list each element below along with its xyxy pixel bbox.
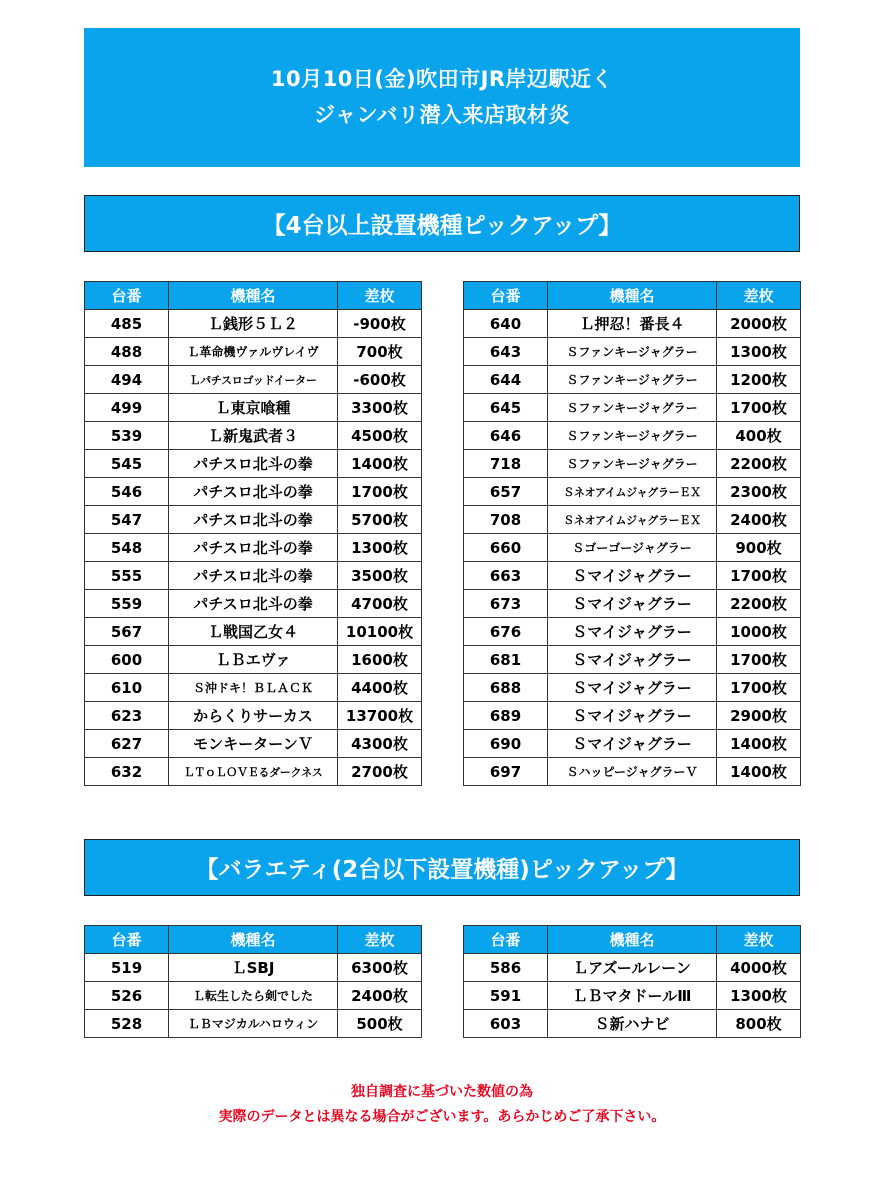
machine-number-cell: 545 bbox=[85, 450, 169, 478]
machine-number-cell: 488 bbox=[85, 338, 169, 366]
machine-name-cell: Ｓマイジャグラー bbox=[548, 646, 717, 674]
coin-difference-cell: 2000枚 bbox=[717, 310, 801, 338]
machine-name-cell: Ｓマイジャグラー bbox=[548, 618, 717, 646]
table-variety-left bbox=[84, 925, 422, 1038]
machine-number-cell: 657 bbox=[464, 478, 548, 506]
coin-difference-cell: 1300枚 bbox=[338, 534, 422, 562]
machine-name-cell: Ｓ新ハナビ bbox=[548, 1010, 717, 1038]
machine-name-cell: Ｌ銭形５Ｌ２ bbox=[169, 310, 338, 338]
table-row bbox=[464, 954, 801, 982]
machine-number-cell: 555 bbox=[85, 562, 169, 590]
table-row bbox=[464, 394, 801, 422]
title-line-2: ジャンバリ潜入来店取材炎 bbox=[313, 102, 571, 127]
machine-number-cell: 718 bbox=[464, 450, 548, 478]
coin-difference-cell: 3300枚 bbox=[338, 394, 422, 422]
coin-difference-cell: 13700枚 bbox=[338, 702, 422, 730]
coin-difference-cell: 2200枚 bbox=[717, 450, 801, 478]
coin-difference-cell: 2200枚 bbox=[717, 590, 801, 618]
machine-number-cell: 591 bbox=[464, 982, 548, 1010]
machine-number-cell: 673 bbox=[464, 590, 548, 618]
coin-difference-cell: 2700枚 bbox=[338, 758, 422, 786]
coin-difference-cell: 2300枚 bbox=[717, 478, 801, 506]
machine-name-cell: Ｌ押忍！番長４ bbox=[548, 310, 717, 338]
machine-number-cell: 697 bbox=[464, 758, 548, 786]
machine-name-cell: ＳネオアイムジャグラーＥＸ bbox=[548, 506, 717, 534]
table-row bbox=[85, 730, 422, 758]
machine-name-cell: パチスロ北斗の拳 bbox=[169, 506, 338, 534]
table-row bbox=[464, 674, 801, 702]
table-row bbox=[85, 702, 422, 730]
table-row bbox=[464, 338, 801, 366]
header-machine-number: 台番 bbox=[464, 926, 548, 954]
header-machine-number: 台番 bbox=[85, 282, 169, 310]
machine-number-cell: 688 bbox=[464, 674, 548, 702]
table-row bbox=[464, 534, 801, 562]
machine-name-cell: Ｓファンキージャグラー bbox=[548, 338, 717, 366]
machine-name-cell: Ｓファンキージャグラー bbox=[548, 450, 717, 478]
machine-number-cell: 539 bbox=[85, 422, 169, 450]
machine-number-cell: 547 bbox=[85, 506, 169, 534]
machine-name-cell: Ｌ転生したら剣でした bbox=[169, 982, 338, 1010]
machine-name-cell: Ｓファンキージャグラー bbox=[548, 394, 717, 422]
machine-name-cell: Ｓファンキージャグラー bbox=[548, 422, 717, 450]
coin-difference-cell: 1400枚 bbox=[338, 450, 422, 478]
coin-difference-cell: 800枚 bbox=[717, 1010, 801, 1038]
table-row bbox=[464, 618, 801, 646]
table-row bbox=[85, 394, 422, 422]
table-row bbox=[85, 562, 422, 590]
table-row bbox=[85, 618, 422, 646]
machine-number-cell: 600 bbox=[85, 646, 169, 674]
machine-name-cell: Ｓ沖ドキ！ＢＬＡＣＫ bbox=[169, 674, 338, 702]
table-row bbox=[464, 450, 801, 478]
table-row bbox=[85, 758, 422, 786]
machine-number-cell: 610 bbox=[85, 674, 169, 702]
table-row bbox=[85, 478, 422, 506]
machine-number-cell: 559 bbox=[85, 590, 169, 618]
header-machine-number: 台番 bbox=[464, 282, 548, 310]
machine-name-cell: パチスロ北斗の拳 bbox=[169, 450, 338, 478]
machine-number-cell: 646 bbox=[464, 422, 548, 450]
coin-difference-cell: 900枚 bbox=[717, 534, 801, 562]
table-row bbox=[464, 982, 801, 1010]
machine-number-cell: 681 bbox=[464, 646, 548, 674]
header-coin-difference: 差枚 bbox=[338, 282, 422, 310]
header-coin-difference: 差枚 bbox=[338, 926, 422, 954]
coin-difference-cell: 1700枚 bbox=[717, 674, 801, 702]
table-row bbox=[464, 758, 801, 786]
coin-difference-cell: 500枚 bbox=[338, 1010, 422, 1038]
coin-difference-cell: 2900枚 bbox=[717, 702, 801, 730]
machine-name-cell: Ｌ戦国乙女４ bbox=[169, 618, 338, 646]
machine-name-cell: Ｌパチスロゴッドイーター bbox=[169, 366, 338, 394]
machine-number-cell: 485 bbox=[85, 310, 169, 338]
header-coin-difference: 差枚 bbox=[717, 282, 801, 310]
table-row bbox=[464, 702, 801, 730]
machine-number-cell: 623 bbox=[85, 702, 169, 730]
machine-name-cell: モンキーターンＶ bbox=[169, 730, 338, 758]
machine-number-cell: 528 bbox=[85, 1010, 169, 1038]
machine-number-cell: 546 bbox=[85, 478, 169, 506]
table-row bbox=[85, 646, 422, 674]
coin-difference-cell: 1700枚 bbox=[717, 562, 801, 590]
machine-number-cell: 632 bbox=[85, 758, 169, 786]
table-row bbox=[85, 450, 422, 478]
machine-name-cell: パチスロ北斗の拳 bbox=[169, 562, 338, 590]
machine-number-cell: 640 bbox=[464, 310, 548, 338]
coin-difference-cell: 1600枚 bbox=[338, 646, 422, 674]
machine-number-cell: 660 bbox=[464, 534, 548, 562]
section-header-4plus bbox=[84, 195, 800, 252]
machine-name-cell: Ｌ東京喰種 bbox=[169, 394, 338, 422]
table-row bbox=[85, 338, 422, 366]
machine-name-cell: パチスロ北斗の拳 bbox=[169, 534, 338, 562]
coin-difference-cell: 5700枚 bbox=[338, 506, 422, 534]
coin-difference-cell: -600枚 bbox=[338, 366, 422, 394]
table-row bbox=[85, 954, 422, 982]
coin-difference-cell: 2400枚 bbox=[338, 982, 422, 1010]
machine-name-cell: からくりサーカス bbox=[169, 702, 338, 730]
coin-difference-cell: 4700枚 bbox=[338, 590, 422, 618]
coin-difference-cell: 400枚 bbox=[717, 422, 801, 450]
coin-difference-cell: 1300枚 bbox=[717, 982, 801, 1010]
header-machine-name: 機種名 bbox=[169, 282, 338, 310]
table-row bbox=[85, 422, 422, 450]
machine-number-cell: 627 bbox=[85, 730, 169, 758]
machine-number-cell: 676 bbox=[464, 618, 548, 646]
table-row bbox=[85, 982, 422, 1010]
disclaimer-line-1: 独自調査に基づいた数値の為 bbox=[351, 1084, 533, 1100]
machine-name-cell: Ｌ新鬼武者３ bbox=[169, 422, 338, 450]
table-row bbox=[85, 506, 422, 534]
machine-number-cell: 567 bbox=[85, 618, 169, 646]
machine-name-cell: Ｓマイジャグラー bbox=[548, 590, 717, 618]
machine-number-cell: 663 bbox=[464, 562, 548, 590]
machine-name-cell: パチスロ北斗の拳 bbox=[169, 478, 338, 506]
machine-number-cell: 499 bbox=[85, 394, 169, 422]
section-title-variety: 【バラエティ(2台以下設置機種)ピックアップ】 bbox=[195, 857, 689, 883]
title-line-1: 10月10日(金)吹田市JR岸辺駅近く bbox=[270, 67, 614, 92]
coin-difference-cell: 4300枚 bbox=[338, 730, 422, 758]
machine-number-cell: 645 bbox=[464, 394, 548, 422]
machine-name-cell: ＬＢエヴァ bbox=[169, 646, 338, 674]
coin-difference-cell: 700枚 bbox=[338, 338, 422, 366]
disclaimer-line-2: 実際のデータとは異なる場合がございます。あらかじめご了承下さい。 bbox=[218, 1109, 666, 1125]
section-header-variety bbox=[84, 839, 800, 896]
coin-difference-cell: 1000枚 bbox=[717, 618, 801, 646]
table-row bbox=[464, 422, 801, 450]
machine-number-cell: 644 bbox=[464, 366, 548, 394]
machine-name-cell: Ｌ革命機ヴァルヴレイヴ bbox=[169, 338, 338, 366]
machine-number-cell: 526 bbox=[85, 982, 169, 1010]
coin-difference-cell: 1400枚 bbox=[717, 730, 801, 758]
machine-number-cell: 603 bbox=[464, 1010, 548, 1038]
machine-name-cell: Ｓマイジャグラー bbox=[548, 562, 717, 590]
machine-name-cell: ＬSBJ bbox=[169, 954, 338, 982]
machine-name-cell: ＬＢマタドールⅢ bbox=[548, 982, 717, 1010]
machine-name-cell: Ｓゴーゴージャグラー bbox=[548, 534, 717, 562]
table-row bbox=[464, 562, 801, 590]
table-row bbox=[464, 1010, 801, 1038]
table-row bbox=[85, 534, 422, 562]
coin-difference-cell: 3500枚 bbox=[338, 562, 422, 590]
coin-difference-cell: 10100枚 bbox=[338, 618, 422, 646]
table-row bbox=[464, 478, 801, 506]
coin-difference-cell: -900枚 bbox=[338, 310, 422, 338]
machine-name-cell: ＳハッピージャグラーＶ bbox=[548, 758, 717, 786]
coin-difference-cell: 4400枚 bbox=[338, 674, 422, 702]
coin-difference-cell: 1200枚 bbox=[717, 366, 801, 394]
machine-name-cell: ＳネオアイムジャグラーＥＸ bbox=[548, 478, 717, 506]
machine-name-cell: Ｓマイジャグラー bbox=[548, 674, 717, 702]
machine-name-cell: Ｓファンキージャグラー bbox=[548, 366, 717, 394]
table-row bbox=[464, 646, 801, 674]
coin-difference-cell: 1700枚 bbox=[717, 394, 801, 422]
machine-number-cell: 494 bbox=[85, 366, 169, 394]
coin-difference-cell: 1400枚 bbox=[717, 758, 801, 786]
section-title-4plus: 【4台以上設置機種ピックアップ】 bbox=[262, 213, 622, 239]
table-4plus-right bbox=[463, 281, 801, 786]
machine-number-cell: 519 bbox=[85, 954, 169, 982]
machine-number-cell: 643 bbox=[464, 338, 548, 366]
table-row bbox=[85, 674, 422, 702]
header-coin-difference: 差枚 bbox=[717, 926, 801, 954]
machine-name-cell: ＬＢマジカルハロウィン bbox=[169, 1010, 338, 1038]
header-machine-name: 機種名 bbox=[169, 926, 338, 954]
table-row bbox=[85, 310, 422, 338]
coin-difference-cell: 1700枚 bbox=[338, 478, 422, 506]
machine-name-cell: パチスロ北斗の拳 bbox=[169, 590, 338, 618]
machine-number-cell: 586 bbox=[464, 954, 548, 982]
machine-number-cell: 690 bbox=[464, 730, 548, 758]
machine-number-cell: 548 bbox=[85, 534, 169, 562]
table-row bbox=[85, 590, 422, 618]
table-row bbox=[85, 1010, 422, 1038]
table-row bbox=[464, 366, 801, 394]
machine-number-cell: 708 bbox=[464, 506, 548, 534]
table-row bbox=[464, 310, 801, 338]
header-machine-number: 台番 bbox=[85, 926, 169, 954]
table-row bbox=[464, 730, 801, 758]
table-row bbox=[464, 506, 801, 534]
coin-difference-cell: 4500枚 bbox=[338, 422, 422, 450]
machine-name-cell: Ｌアズールレーン bbox=[548, 954, 717, 982]
table-row bbox=[464, 590, 801, 618]
machine-name-cell: ＬＴｏＬＯＶＥるダークネス bbox=[169, 758, 338, 786]
machine-name-cell: Ｓマイジャグラー bbox=[548, 702, 717, 730]
machine-number-cell: 689 bbox=[464, 702, 548, 730]
header-machine-name: 機種名 bbox=[548, 282, 717, 310]
coin-difference-cell: 1300枚 bbox=[717, 338, 801, 366]
table-row bbox=[85, 366, 422, 394]
title-banner bbox=[84, 28, 800, 167]
machine-name-cell: Ｓマイジャグラー bbox=[548, 730, 717, 758]
coin-difference-cell: 4000枚 bbox=[717, 954, 801, 982]
header-machine-name: 機種名 bbox=[548, 926, 717, 954]
table-variety-right bbox=[463, 925, 801, 1038]
coin-difference-cell: 6300枚 bbox=[338, 954, 422, 982]
coin-difference-cell: 2400枚 bbox=[717, 506, 801, 534]
table-4plus-left bbox=[84, 281, 422, 786]
coin-difference-cell: 1700枚 bbox=[717, 646, 801, 674]
